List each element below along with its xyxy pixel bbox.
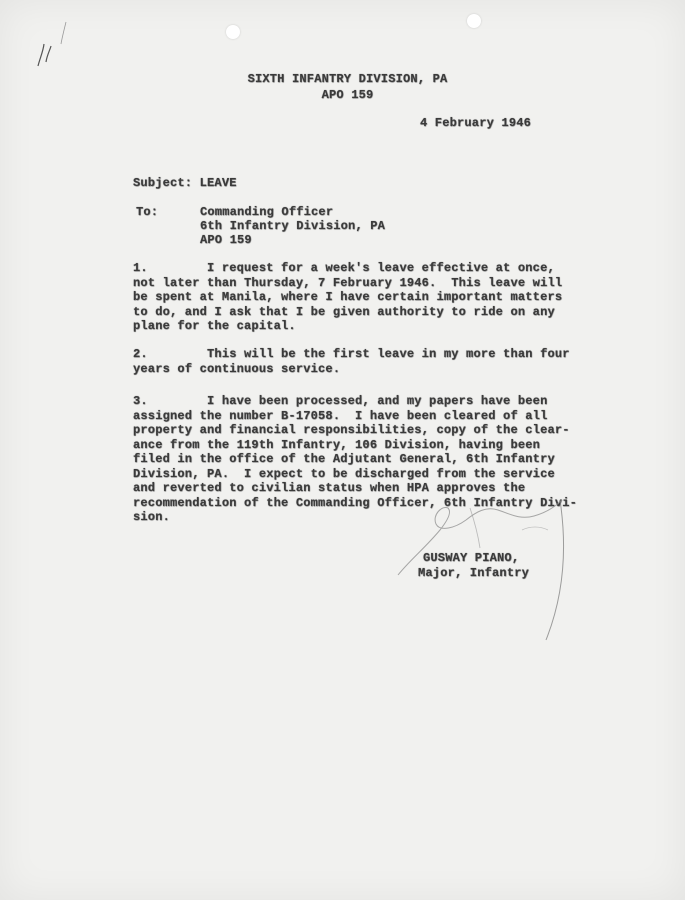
paragraph-line: Division, PA. I expect to be discharged from the service (133, 466, 555, 481)
letter-date: 4 February 1946 (420, 116, 532, 130)
paragraph-line: not later than Thursday, 7 February 1946. This leave will (133, 275, 563, 290)
paragraph-line: 2. This will be the first leave in my more than four (133, 347, 570, 361)
paragraph-line: property and financial responsibilities, copy of the clear- (133, 423, 570, 437)
signatory-rank: Major, Infantry (418, 566, 530, 580)
addressee-line: 6th Infantry Division, PA (200, 219, 386, 233)
paragraph-line: recommendation of the Commanding Officer, 6th Infantry Divi- (133, 495, 578, 510)
letterhead-apo: APO 159 (321, 88, 374, 102)
paragraph-line: sion. (133, 510, 171, 524)
paragraph-line: 3. I have been processed, and my papers have been (133, 394, 548, 408)
paragraph-line: ance from the 119th Infantry, 106 Division, having been (133, 437, 541, 452)
addressee-line: Commanding Officer (200, 205, 334, 219)
addressee-line: APO 159 (200, 233, 252, 247)
paragraph-line: to do, and I ask that I be given authority to ride on any (133, 304, 555, 319)
paragraph-line: plane for the capital. (133, 319, 296, 333)
paragraph-line: be spent at Manila, where I have certain important matters (133, 290, 563, 304)
paragraph-line: years of continuous service. (133, 361, 341, 376)
paragraph-line: filed in the office of the Adjutant General, 6th Infantry (133, 452, 555, 466)
to-label: To: (136, 205, 159, 219)
letterhead-unit: SIXTH INFANTRY DIVISION, PA (247, 72, 448, 86)
subject-line: Subject: LEAVE (133, 176, 237, 190)
paragraph-line: assigned the number B-17058. I have been cleared of all (133, 408, 548, 423)
paragraph-line: and reverted to civilian status when HPA approves the (133, 481, 526, 495)
signatory-name: GUSWAY PIANO, (423, 551, 520, 565)
paragraph-line: 1. I request for a week's leave effective at once, (133, 261, 555, 275)
